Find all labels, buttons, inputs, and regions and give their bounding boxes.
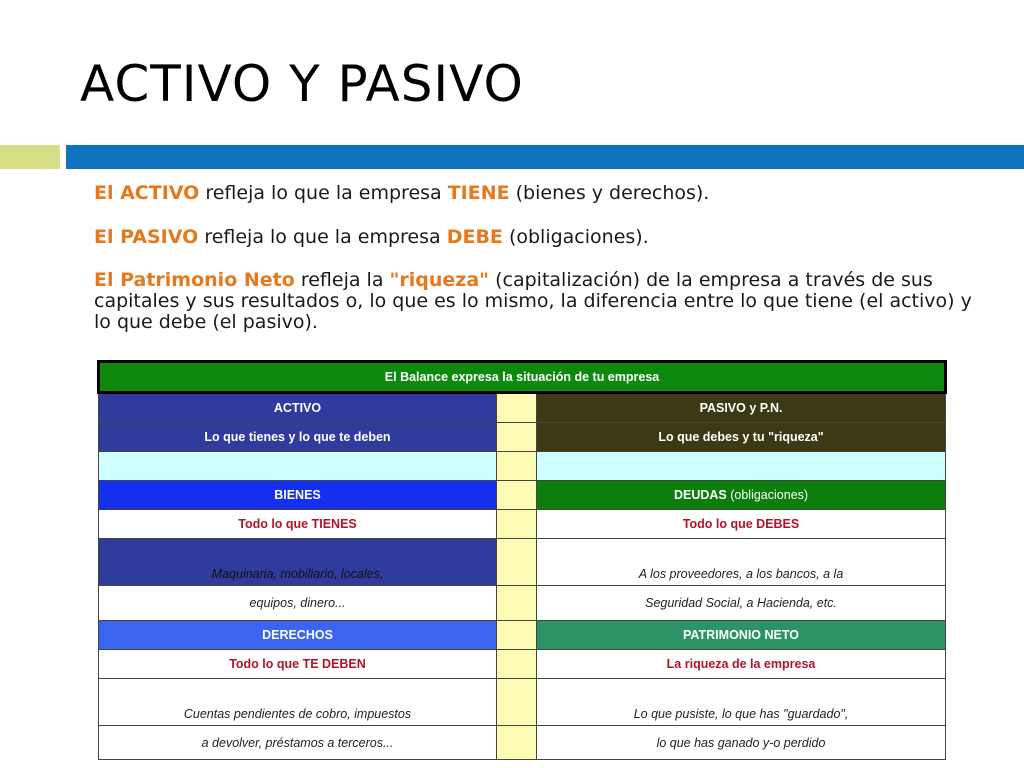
table-gap-cell <box>497 423 537 452</box>
accent-bar-right <box>66 145 1024 169</box>
definition-pasivo <box>94 227 984 248</box>
definition-activo-text2: (bienes y derechos). <box>509 182 710 204</box>
table-row <box>99 650 946 679</box>
activo-label: ACTIVO <box>99 393 497 423</box>
definition-pasivo-text1: refleja lo que la empresa <box>198 226 447 248</box>
table-row <box>99 621 946 650</box>
keyword-debe: DEBE <box>446 226 503 248</box>
deudas-header <box>537 481 946 510</box>
derechos-description: Todo lo que TE DEBEN <box>99 650 497 679</box>
pasivo-description: Lo que debes y tu "riqueza" <box>537 423 946 452</box>
table-row <box>99 539 946 586</box>
table-spacer-cell <box>537 452 946 481</box>
table-gap-cell <box>497 539 537 586</box>
deudas-description: Todo lo que DEBES <box>537 510 946 539</box>
term-pasivo: El PASIVO <box>94 226 199 248</box>
table-gap-cell <box>497 586 537 621</box>
deudas-label: DEUDAS <box>673 488 727 502</box>
derechos-examples-2: a devolver, préstamos a terceros... <box>99 726 497 760</box>
table-gap-cell <box>497 679 537 726</box>
term-patrimonio: El Patrimonio Neto <box>94 269 295 291</box>
bienes-examples-2: equipos, dinero... <box>99 586 497 621</box>
derechos-header: DERECHOS <box>99 621 497 650</box>
bienes-examples-1: Maquinaria, mobiliario, locales, <box>99 539 497 586</box>
patrimonio-header: PATRIMONIO NETO <box>537 621 946 650</box>
derechos-examples-1: Cuentas pendientes de cobro, impuestos <box>99 679 497 726</box>
table-spacer-cell <box>99 452 497 481</box>
bienes-description: Todo lo que TIENES <box>99 510 497 539</box>
definition-patrimonio-text2: (capitalización) de la empresa a través de sus capitales y sus resultados o, lo que es lo mismo, la diferencia entre lo que tiene (el activo) y lo que debe (el pasivo). <box>94 269 972 333</box>
definition-activo <box>94 183 984 204</box>
activo-description: Lo que tienes y lo que te deben <box>99 423 497 452</box>
table-gap-cell <box>497 452 537 481</box>
table-gap-cell <box>497 510 537 539</box>
keyword-riqueza: "riqueza" <box>389 269 490 291</box>
keyword-tiene: TIENE <box>447 182 510 204</box>
table-gap-cell <box>497 481 537 510</box>
table-row <box>99 452 946 481</box>
table-row <box>99 481 946 510</box>
term-activo: El ACTIVO <box>94 182 200 204</box>
definition-patrimonio-text1: refleja la <box>294 269 390 291</box>
definition-patrimonio <box>94 270 984 333</box>
table-gap-cell <box>497 650 537 679</box>
table-row <box>99 510 946 539</box>
patrimonio-examples-2: lo que has ganado y-o perdido <box>537 726 946 760</box>
table-gap-cell <box>497 393 537 423</box>
table-gap-cell <box>497 621 537 650</box>
definition-pasivo-text2: (obligaciones). <box>502 226 649 248</box>
table-header: El Balance expresa la situación de tu empresa <box>99 362 946 393</box>
definition-activo-text1: refleja lo que la empresa <box>199 182 448 204</box>
patrimonio-description: La riqueza de la empresa <box>537 650 946 679</box>
table-row <box>99 586 946 621</box>
bienes-header: BIENES <box>99 481 497 510</box>
deudas-qualifier: (obligaciones) <box>726 488 809 502</box>
pasivo-label: PASIVO y P.N. <box>537 393 946 423</box>
patrimonio-examples-1: Lo que pusiste, lo que has "guardado", <box>537 679 946 726</box>
balance-table <box>97 360 947 760</box>
deudas-examples-2: Seguridad Social, a Hacienda, etc. <box>537 586 946 621</box>
table-row <box>99 679 946 726</box>
slide-title: ACTIVO Y PASIVO <box>80 55 524 113</box>
table-row <box>99 362 946 393</box>
table-row <box>99 423 946 452</box>
table-row <box>99 726 946 760</box>
accent-bar-left <box>0 145 60 169</box>
table-row <box>99 393 946 423</box>
table-gap-cell <box>497 726 537 760</box>
deudas-examples-1: A los proveedores, a los bancos, a la <box>537 539 946 586</box>
